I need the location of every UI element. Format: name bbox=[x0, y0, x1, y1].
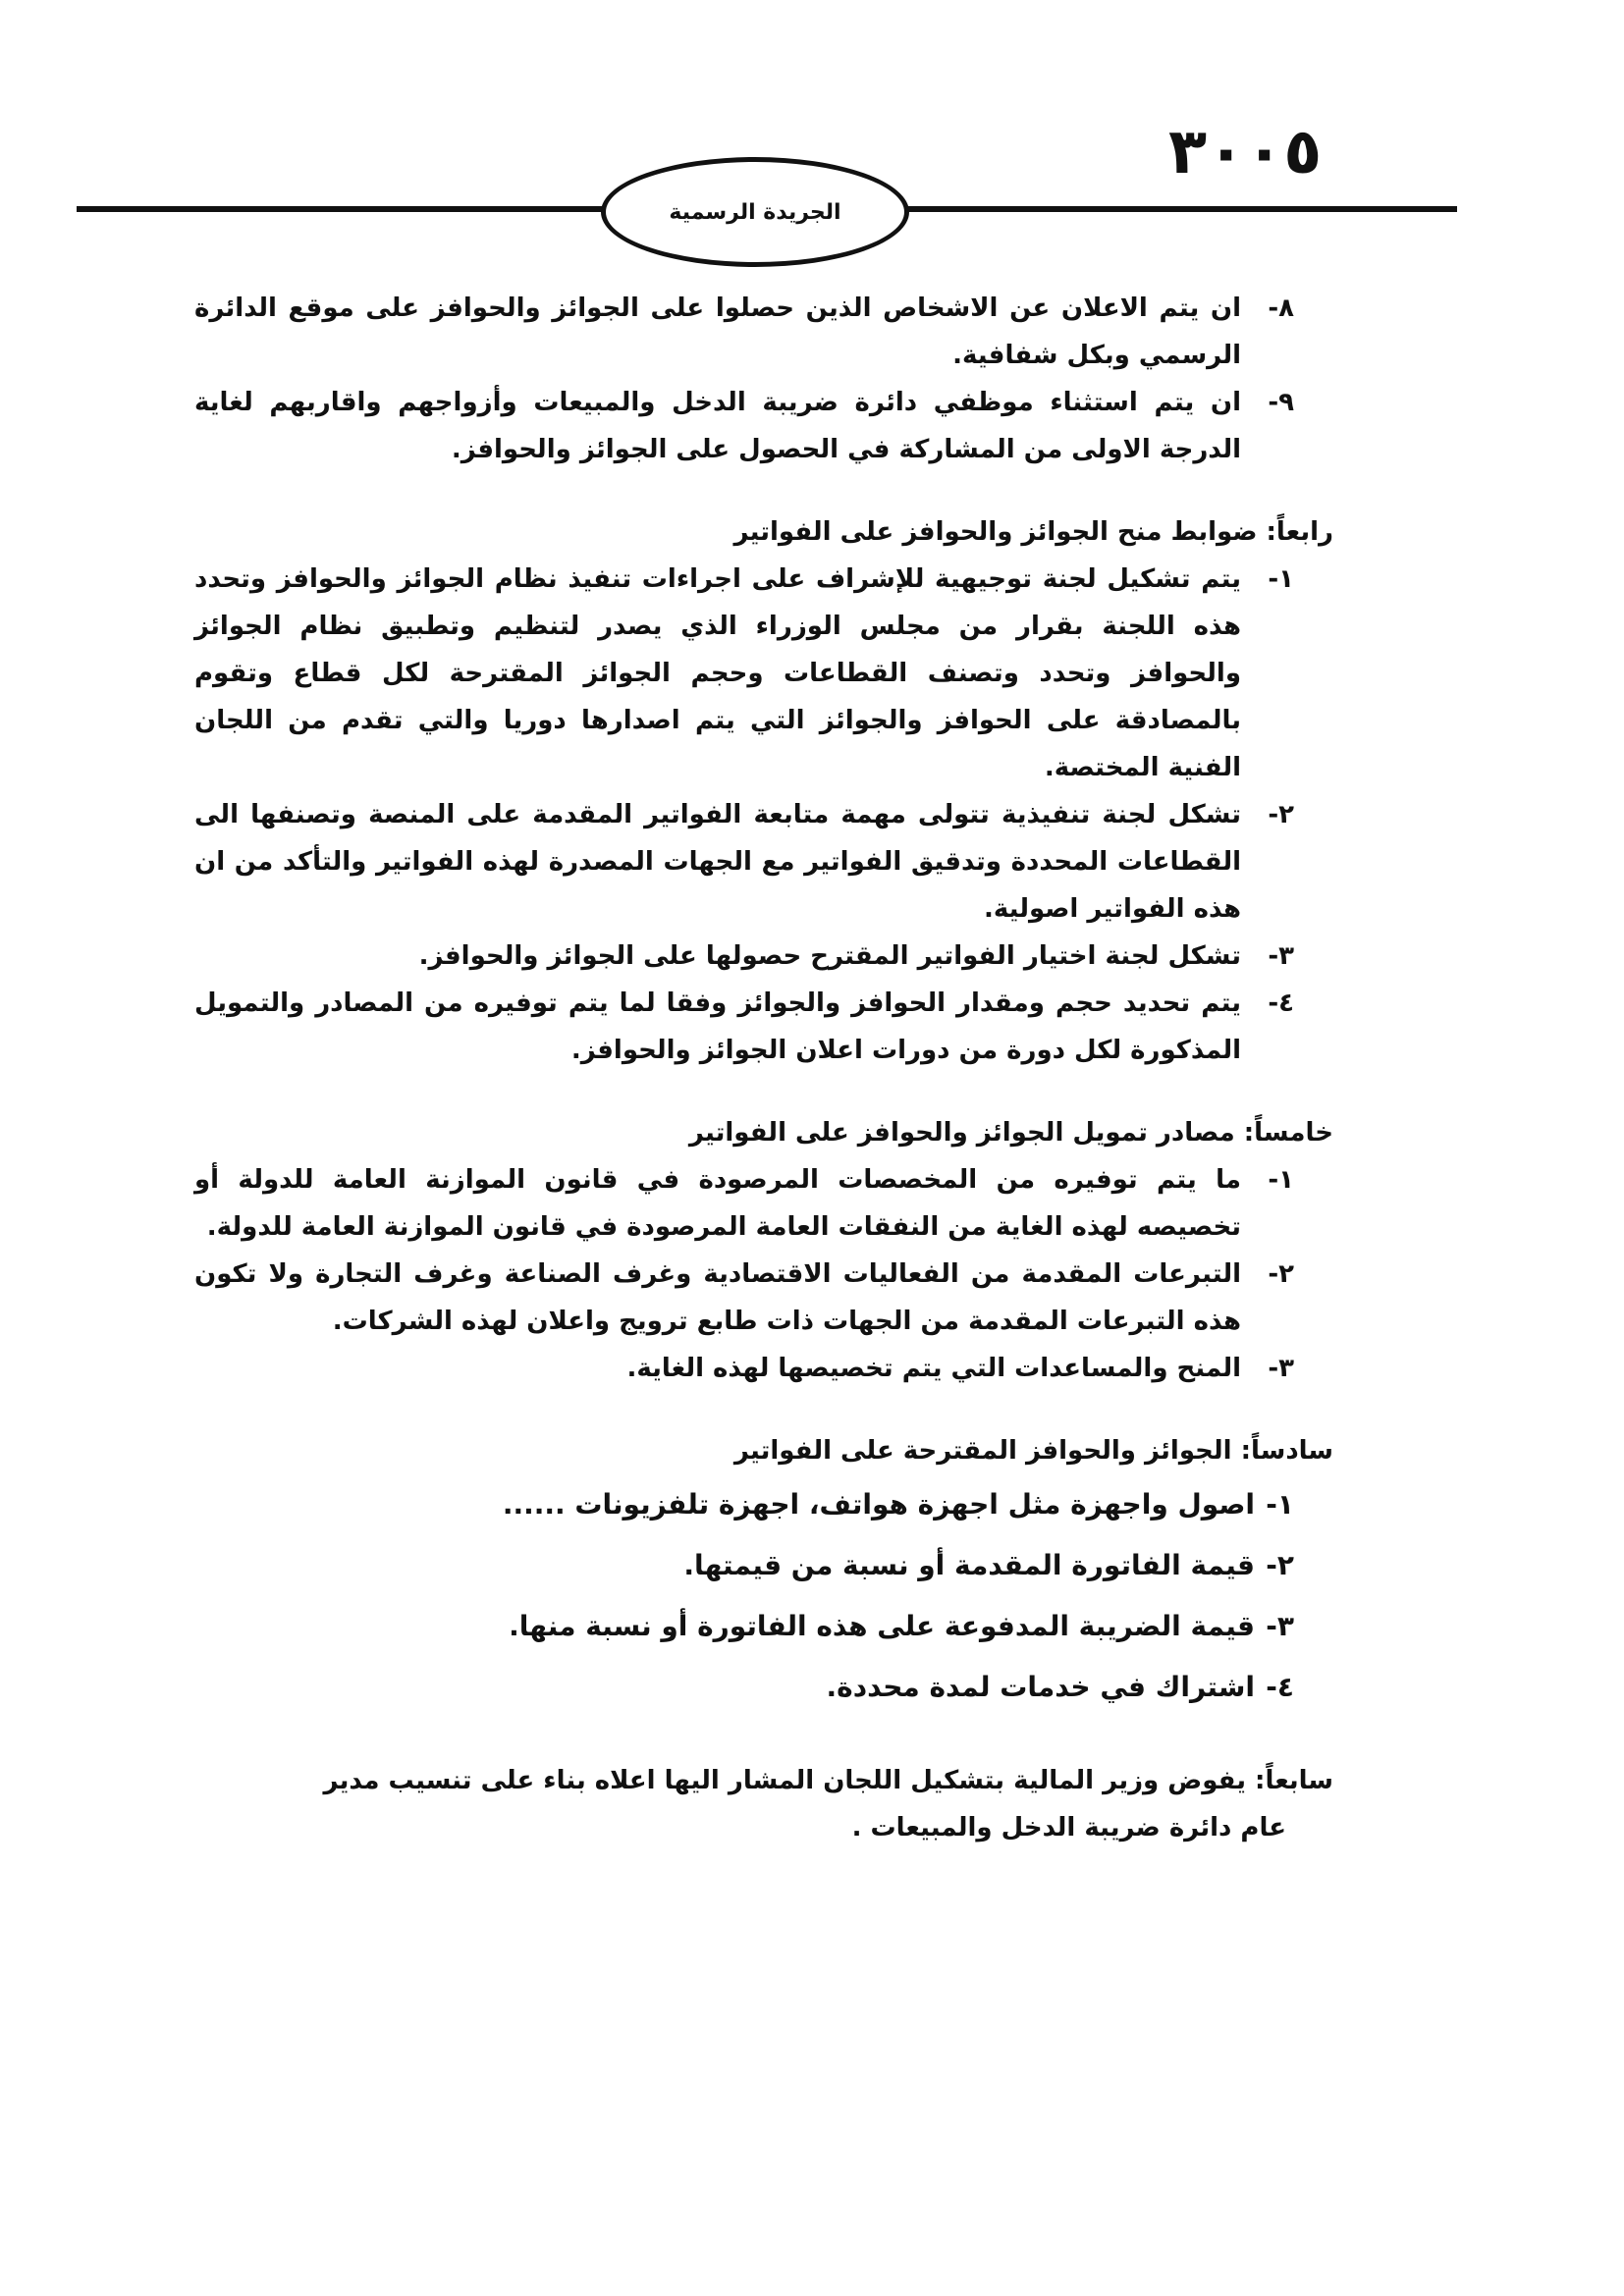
item-number: ٤- bbox=[1266, 1671, 1294, 1703]
masthead-oval bbox=[601, 157, 909, 267]
item-text: تشكل لجنة اختيار الفواتير المقترح حصولها على الجوائز والحوافز. bbox=[418, 941, 1241, 971]
section-6-list bbox=[194, 1474, 1333, 1718]
item-number: ٢- bbox=[1266, 1549, 1294, 1581]
list-item bbox=[194, 980, 1294, 1074]
item-text: اصول واجهزة مثل اجهزة هواتف، اجهزة تلفزيونات ...... bbox=[502, 1488, 1255, 1521]
list-item bbox=[194, 1156, 1294, 1251]
masthead-title: الجريدة الرسمية bbox=[669, 199, 841, 225]
item-text: قيمة الفاتورة المقدمة أو نسبة من قيمتها. bbox=[683, 1549, 1255, 1581]
list-item bbox=[194, 285, 1294, 379]
section-4-title: رابعاً: ضوابط منح الجوائز والحوافز على الفواتير bbox=[733, 517, 1333, 547]
item-text: قيمة الضريبة المدفوعة على هذه الفاتورة أو نسبة منها. bbox=[509, 1610, 1255, 1642]
section-7 bbox=[194, 1757, 1333, 1851]
list-item bbox=[194, 1535, 1294, 1596]
item-text: يتم تحديد حجم ومقدار الحوافز والجوائز وفقا لما يتم توفيره من المصادر والتمويل المذكورة لكل دورة من دورات اعلان الجوائز والحوافز. bbox=[194, 988, 1241, 1065]
list-item bbox=[194, 933, 1294, 980]
document-body bbox=[194, 285, 1333, 1851]
list-item bbox=[194, 1345, 1294, 1392]
item-text: المنح والمساعدات التي يتم تخصيصها لهذه الغاية. bbox=[626, 1354, 1241, 1383]
section-5-list bbox=[194, 1156, 1333, 1392]
list-item bbox=[194, 379, 1294, 473]
list-item bbox=[194, 556, 1294, 791]
item-number: ٣- bbox=[1268, 941, 1294, 971]
list-item bbox=[194, 1596, 1294, 1657]
section-6-title: سادساً: الجوائز والحوافز المقترحة على الفواتير bbox=[733, 1436, 1333, 1466]
item-number: ٤- bbox=[1268, 988, 1294, 1018]
item-number: ٢- bbox=[1268, 1259, 1294, 1289]
item-number: ٣- bbox=[1266, 1610, 1294, 1642]
item-number: ١- bbox=[1268, 1165, 1294, 1195]
item-number: ١- bbox=[1266, 1488, 1294, 1521]
item-text: اشتراك في خدمات لمدة محددة. bbox=[826, 1671, 1255, 1703]
item-text: يتم تشكيل لجنة توجيهية للإشراف على اجراءات تنفيذ نظام الجوائز والحوافز وتحدد هذه اللجنة بقرار من مجلس الوزراء الذي يصدر لتنظيم وتطبيق نظام الجوائز والحوافز وتحدد وتصنف القطاعات وحجم الجوائز المقترحة لكل قطاع وتقوم بالمصادقة على الحوافز والجوائز التي يتم اصدارها دوريا والتي تقدم من اللجان الفنية المختصة. bbox=[194, 564, 1241, 782]
item-number: ٨- bbox=[1268, 294, 1294, 323]
item-text: ما يتم توفيره من المخصصات المرصودة في قانون الموازنة العامة للدولة أو تخصيصه لهذه الغاية من النفقات العامة المرصودة في قانون الموازنة العامة للدولة. bbox=[194, 1165, 1241, 1242]
list-item bbox=[194, 1474, 1294, 1535]
list-item bbox=[194, 1657, 1294, 1718]
item-text: ان يتم استثناء موظفي دائرة ضريبة الدخل والمبيعات وأزواجهم واقاربهم لغاية الدرجة الاولى من المشاركة في الحصول على الجوائز والحوافز. bbox=[194, 388, 1241, 464]
list-item bbox=[194, 1251, 1294, 1345]
item-number: ٢- bbox=[1268, 800, 1294, 829]
item-text: التبرعات المقدمة من الفعاليات الاقتصادية وغرف الصناعة وغرف التجارة ولا تكون هذه التبرعات المقدمة من الجهات ذات طابع ترويج واعلان لهذه الشركات. bbox=[194, 1259, 1241, 1336]
item-number: ١- bbox=[1268, 564, 1294, 594]
page-number: ٣٠٠٥ bbox=[1168, 116, 1323, 188]
item-number: ٩- bbox=[1268, 388, 1294, 417]
list-item bbox=[194, 791, 1294, 933]
section-7-line-1: سابعاً: يفوض وزير المالية بتشكيل اللجان المشار اليها اعلاه بناء على تنسيب مدير bbox=[323, 1766, 1333, 1795]
item-number: ٣- bbox=[1268, 1354, 1294, 1383]
continued-list bbox=[194, 285, 1333, 473]
section-4-list bbox=[194, 556, 1333, 1074]
section-7-line-2: عام دائرة ضريبة الدخل والمبيعات . bbox=[851, 1813, 1286, 1842]
item-text: تشكل لجنة تنفيذية تتولى مهمة متابعة الفواتير المقدمة على المنصة وتصنفها الى القطاعات المحددة وتدقيق الفواتير مع الجهات المصدرة لهذه الفواتير والتأكد من ان هذه الفواتير اصولية. bbox=[194, 800, 1241, 924]
item-text: ان يتم الاعلان عن الاشخاص الذين حصلوا على الجوائز والحوافز على موقع الدائرة الرسمي وبكل شفافية. bbox=[194, 294, 1241, 370]
section-5-title: خامساً: مصادر تمويل الجوائز والحوافز على الفواتير bbox=[688, 1118, 1333, 1148]
